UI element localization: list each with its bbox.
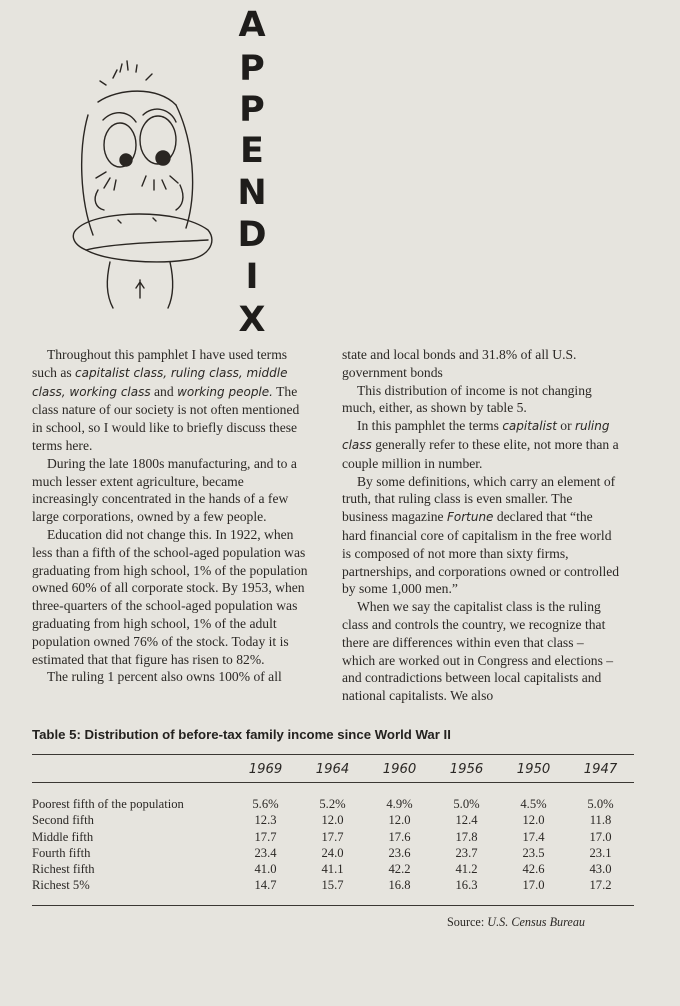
table-row [32,796,634,812]
body-text-left-column [32,346,310,686]
income-distribution-table [32,758,634,894]
emphasis-text: working people. [177,384,273,399]
source-label: Source: [447,915,485,929]
table-top-rule [32,754,634,755]
table-cell: 41.1 [321,862,344,877]
table-header-blank [32,758,232,780]
year-header: 1960 [382,761,417,777]
body-text-right-column [342,346,620,705]
heading-letter: P [239,49,265,89]
table-cell: 23.1 [589,845,612,860]
year-header: 1964 [315,761,350,777]
year-header: 1947 [583,761,618,777]
table-cell: 5.0% [587,796,614,811]
table-header-row [32,758,634,780]
table-cell: 17.7 [321,829,344,844]
heading-letter: P [239,90,265,130]
heading-letter: E [240,131,264,171]
table-cell: 12.0 [522,813,545,828]
heading-letter: I [245,257,259,297]
source-name: U.S. Census Bureau [487,915,586,929]
row-label: Poorest fifth of the population [32,796,184,811]
year-header: 1956 [449,761,484,777]
table-cell: 17.2 [589,878,612,893]
text-run: Throughout this pamphlet I have used terms such as [32,347,288,380]
table-row [32,829,634,845]
table-title: Table 5: Distribution of before-tax family income since World War II [32,727,451,742]
table-cell: 41.0 [254,862,277,877]
heading-letter: N [237,173,267,213]
emphasis-text: Fortune [446,510,494,525]
table-cell: 41.2 [455,862,478,877]
row-label: Richest 5% [32,878,90,893]
heading-letter: A [238,5,266,45]
paragraph: During the late 1800s manufacturing, and to a much lesser extent agriculture, became increasingly concentrated in the hands of a few large corporations, owned by a few people. [32,455,297,525]
heading-letter: X [238,300,266,340]
table-cell: 12.0 [388,813,411,828]
table-row [32,878,634,894]
table-cell: 43.0 [589,862,612,877]
table-cell: 42.2 [388,862,411,877]
emphasis-text: capitalist [502,419,557,434]
table-source-note [447,915,585,930]
paragraph: This distribution of income is not changing much, either, as shown by table 5. [342,382,592,416]
table-cell: 15.7 [321,878,344,893]
table-row [32,861,634,877]
paragraph [32,346,310,455]
table-cell: 23.6 [388,845,411,860]
table-row [32,845,634,861]
table-cell: 12.4 [455,813,478,828]
table-cell: 24.0 [321,845,344,860]
table-cell: 12.3 [254,813,277,828]
row-label: Second fifth [32,813,94,828]
table-cell: 4.9% [386,796,413,811]
paragraph: When we say the capitalist class is the ruling class and controls the country, we recognize that there are differences within even that class – which are worked out in Congress and elections – and contradictions between local capitalists and national capitalists. We also [342,599,614,704]
table-bottom-rule [32,905,634,906]
row-label: Middle fifth [32,829,94,844]
table-cell: 23.4 [254,845,277,860]
text-run: declared that “the hard financial core of capitalism in the free world is composed of not more than sixty firms, partnerships, and corporations owned or controlled by some 1,000 men.” [342,509,620,597]
paragraph [342,473,620,599]
table-cell: 23.7 [455,845,478,860]
table-cell: 23.5 [522,845,545,860]
text-run: In this pamphlet the terms [356,418,503,434]
table-cell: 16.3 [455,878,478,893]
table-cell: 17.0 [522,878,545,893]
text-run: The class nature of our society is not often mentioned in school, so I would like to briefly discuss these terms here. [32,383,300,453]
paragraph: Education did not change this. In 1922, when less than a fifth of the school-aged population was graduating from high school, 1% of the population owned 60% of all corporate stock. By 1953, when three-quarters of the school-aged population was graduating from high school, 1% of the adult population owned 76% of the stock. Today it is estimated that that figure has risen to 82%. [32,526,308,667]
text-run: generally refer to these elite, not more than a couple million in number. [342,436,619,471]
table-cell: 17.4 [522,829,545,844]
table-cell: 5.2% [319,796,346,811]
table-cell: 12.0 [321,813,344,828]
table-cell: 17.7 [254,829,277,844]
paragraph [342,417,620,472]
table-cell: 16.8 [388,878,411,893]
duck-sketch-illustration [58,50,223,315]
heading-letter: D [237,215,267,255]
row-label: Richest fifth [32,862,95,877]
table-cell: 5.6% [252,796,279,811]
table-row [32,813,634,829]
emphasis-text: capitalist class, ruling class, middle class, working class [32,365,288,399]
table-cell: 4.5% [520,796,547,811]
row-label: Fourth fifth [32,845,91,860]
table-cell: 11.8 [589,813,612,828]
table-cell: 14.7 [254,878,277,893]
paragraph: The ruling 1 percent also owns 100% of all [46,669,282,685]
emphasis-text: ruling class [342,419,610,452]
table-cell: 5.0% [453,796,480,811]
year-header: 1950 [516,761,551,777]
year-header: 1969 [248,761,283,777]
text-run: By some definitions, which carry an element of truth, that ruling class is even smaller. The business magazine [342,473,616,525]
text-run: and [150,383,178,399]
text-run: or [556,418,576,434]
table-cell: 42.6 [522,862,545,877]
paragraph: state and local bonds and 31.8% of all U.S. government bonds [342,347,577,380]
table-cell: 17.0 [589,829,612,844]
table-cell: 17.6 [388,829,411,844]
table-cell: 17.8 [455,829,478,844]
